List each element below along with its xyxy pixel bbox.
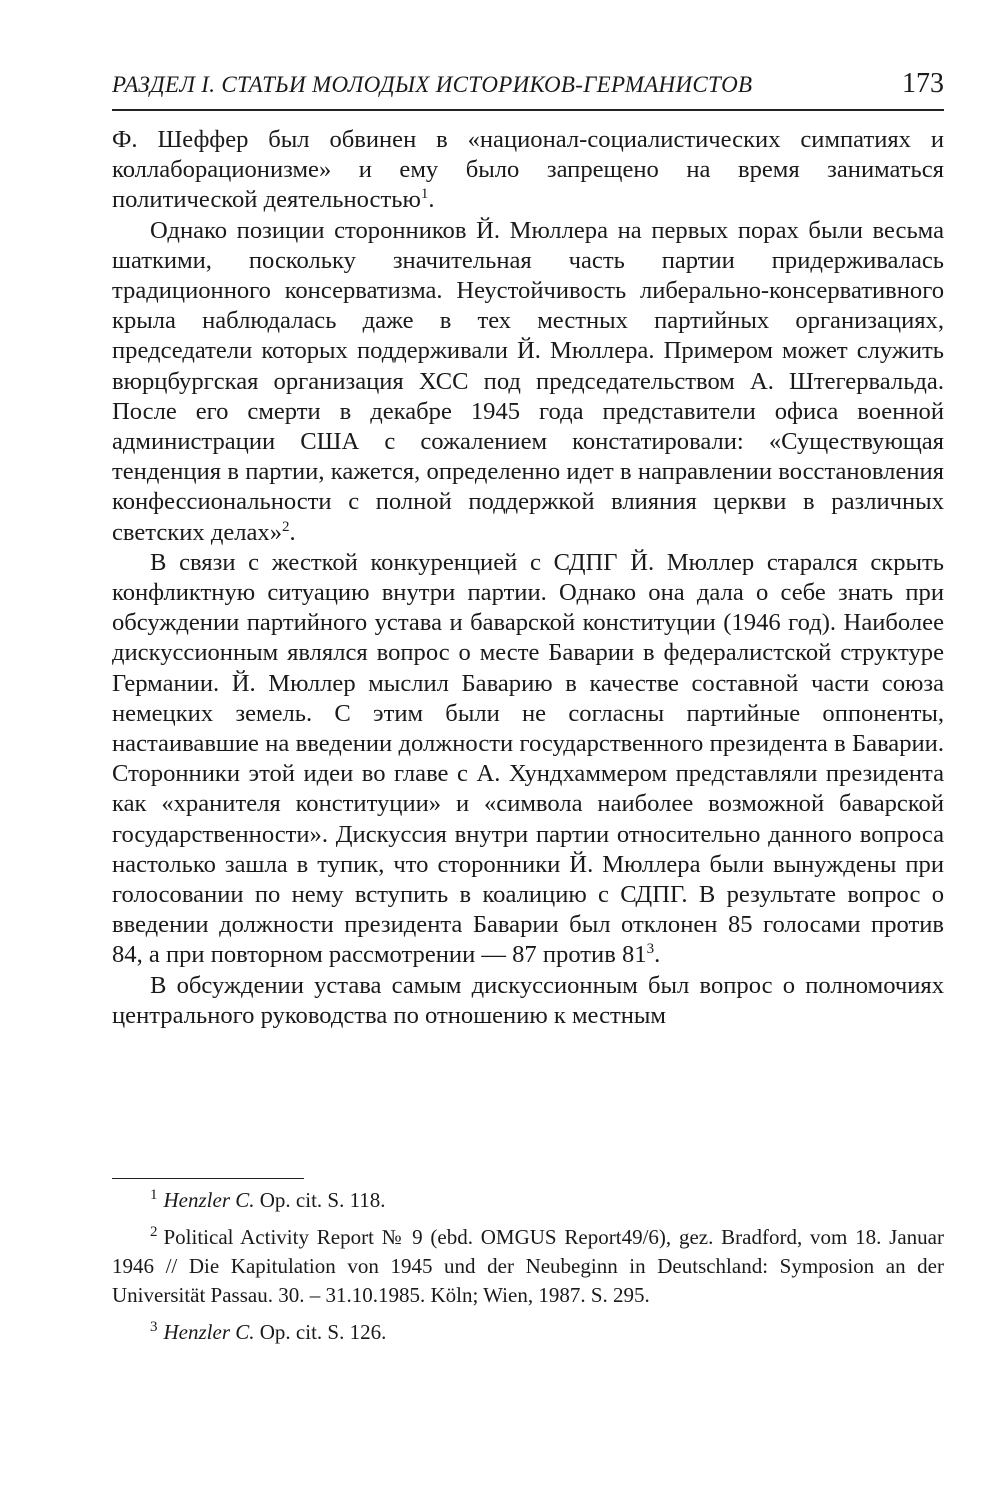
footnote-number: 1	[150, 1187, 158, 1203]
paragraph-tail: .	[654, 941, 661, 969]
paragraph-tail: .	[289, 518, 296, 546]
paragraph-text: В связи с жесткой конкуренцией с СДПГ Й. Мюллер старался скрыть конфликтную ситуацию внутри партии. Однако она дала о себе знать при обсуждении партийного устава и баварской конституции (1946 год). Наиболее дискуссионным являлся вопрос о месте Баварии в федералистской структуре Германии. Й. Мюллер мыслил Баварию в качестве составной части союза немецких земель. С этим были не согласны партийные оппоненты, настаивавшие на введении должности государственного президента в Баварии. Сторонники этой идеи во главе с А. Хундхаммером представляли президента как «хранителя конституции» и «символа наиболее возможной баварской государственности». Дискуссия внутри партии относительно данного вопроса настолько зашла в тупик, что сторонники Й. Мюллера были вынуждены при голосовании по нему вступить в коалицию с СДПГ. В результате вопрос о введении должности президента Баварии был отклонен 85 голосами против 84, а при повторном рассмотрении — 87 против 81	[112, 548, 944, 969]
running-title: РАЗДЕЛ I. СТАТЬИ МОЛОДЫХ ИСТОРИКОВ-ГЕРМАНИСТОВ	[112, 72, 753, 97]
header-rule	[112, 109, 944, 111]
footnote-1	[112, 1186, 944, 1215]
paragraph-3	[112, 548, 944, 971]
footnote-author: Henzler C.	[163, 1188, 255, 1212]
footnote-2	[112, 1223, 944, 1310]
footnote-ref-3: 3	[646, 941, 655, 958]
footnote-ref-2: 2	[282, 518, 290, 535]
footnote-text: Op. cit. S. 118.	[259, 1188, 386, 1212]
paragraph-1	[112, 125, 944, 216]
paragraph-text: В обсуждении устава самым дискуссионным был вопрос о полномочиях центрального руководства по отношению к местным	[112, 971, 944, 1029]
footnote-number: 3	[150, 1319, 158, 1335]
page-number: 173	[902, 68, 944, 99]
paragraph-text: Ф. Шеффер был обвинен в «национал-социалистических симпатиях и коллаборационизме» и ему было запрещено на время заниматься политической деятельностью	[112, 126, 944, 214]
footnotes	[112, 1186, 944, 1355]
footnote-author: Henzler C.	[163, 1320, 255, 1344]
footnote-text: Op. cit. S. 126.	[259, 1320, 387, 1344]
footnote-3	[112, 1318, 944, 1347]
paragraph-4	[112, 971, 944, 1031]
body-text	[112, 125, 944, 1031]
running-head	[112, 68, 944, 108]
paragraph-2	[112, 216, 944, 548]
footnote-text: Political Activity Report № 9 (ebd. OMGUS Report49/6), gez. Bradford, vom 18. Januar 1946 // Die Kapitulation von 1945 und der Neubeginn in Deutschland: Symposion an der Universität Passau. 30. – 31.10.1985. Köln; Wien, 1987. S. 295.	[112, 1225, 944, 1307]
paragraph-tail: .	[428, 186, 435, 214]
footnote-number: 2	[150, 1224, 158, 1240]
paragraph-text: Однако позиции сторонников Й. Мюллера на первых порах были весьма шаткими, поскольку значительная часть партии придерживалась традиционного консерватизма. Неустойчивость либерально-консервативного крыла наблюдалась даже в тех местных партийных организациях, председатели которых поддерживали Й. Мюллера. Примером может служить вюрцбургская организация ХСС под председательством А. Штегервальда. После его смерти в декабре 1945 года представители офиса военной администрации США с сожалением констатировали: «Существующая тенденция в партии, кажется, определенно идет в направлении восстановления конфессиональности с полной поддержкой влияния церкви в различных светских делах»	[112, 216, 944, 546]
footnote-ref-1: 1	[420, 186, 429, 203]
footnote-rule	[112, 1178, 304, 1179]
